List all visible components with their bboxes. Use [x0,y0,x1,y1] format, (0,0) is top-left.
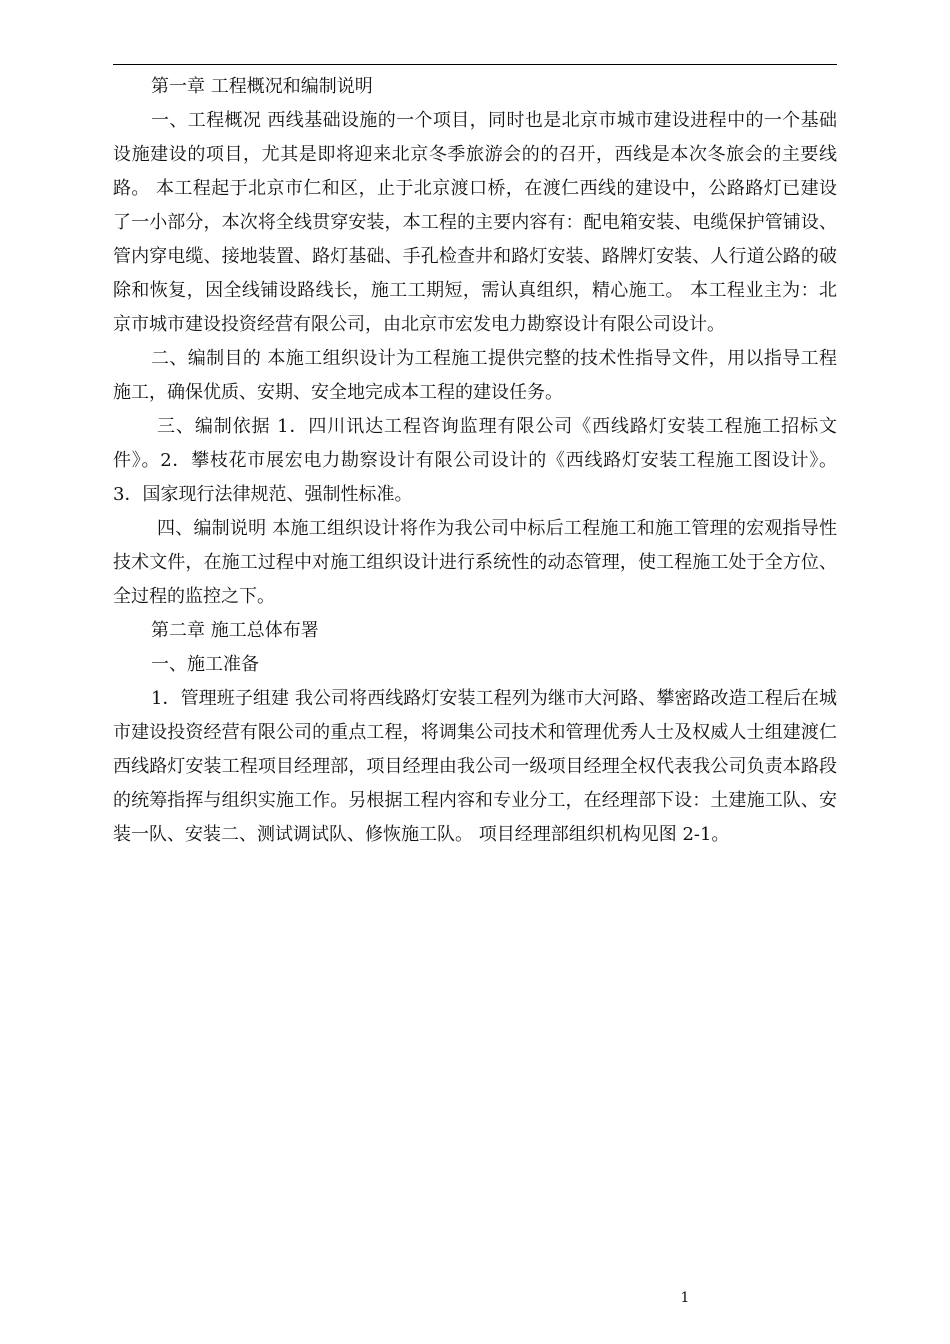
page-number: 1 [680,1290,690,1306]
paragraph-project-overview: 一、工程概况 西线基础设施的一个项目，同时也是北京市城市建设进程中的一个基础设施建设的项目，尤其是即将迎来北京冬季旅游会的的召开，西线是本次冬旅会的主要线路。 本工程起于北京市仁和区，止于北京渡口桥，在渡仁西线的建设中，公路路灯已建设了一小部分，本次将全线贯穿安装，本工程的主要内容有：配电箱安装、电缆保护管铺设、管内穿电缆、接地装置、路灯基础、手孔检查井和路灯安装、路牌灯安装、人行道公路的破除和恢复，因全线铺设路线长，施工工期短，需认真组织，精心施工。 本工程业主为：北京市城市建设投资经营有限公司，由北京市宏发电力勘察设计有限公司设计。 [113,110,837,335]
chapter-2-heading: 第二章 施工总体布署 [151,620,319,641]
paragraph-management-team: 1．管理班子组建 我公司将西线路灯安装工程列为继市大河路、攀密路改造工程后在城市建设投资经营有限公司的重点工程，将调集公司技术和管理优秀人士及权威人士组建渡仁西线路灯安装工程项目经理部，项目经理由我公司一级项目经理全权代表我公司负责本路段的统筹指挥与组织实施工作。另根据工程内容和专业分工，在经理部下设：土建施工队、安装一队、安装二、测试调试队、修恢施工队。 项目经理部组织机构见图 2-1。 [113,688,837,845]
paragraph-notes: 四、编制说明 本施工组织设计将作为我公司中标后工程施工和施工管理的宏观指导性技术文件，在施工过程中对施工组织设计进行系统性的动态管理，使工程施工处于全方位、全过程的监控之下。 [113,518,837,607]
chapter-1-heading: 第一章 工程概况和编制说明 [151,76,373,97]
document-body [113,70,837,852]
header-rule [113,64,837,65]
section-preparation-heading: 一、施工准备 [151,654,259,675]
paragraph-purpose: 二、编制目的 本施工组织设计为工程施工提供完整的技术性指导文件，用以指导工程施工，确保优质、安期、安全地完成本工程的建设任务。 [113,348,837,403]
paragraph-basis: 三、编制依据 1．四川讯达工程咨询监理有限公司《西线路灯安装工程施工招标文件》。2．攀枝花市展宏电力勘察设计有限公司设计的《西线路灯安装工程施工图设计》。3．国家现行法律规范、强制性标准。 [113,416,837,505]
